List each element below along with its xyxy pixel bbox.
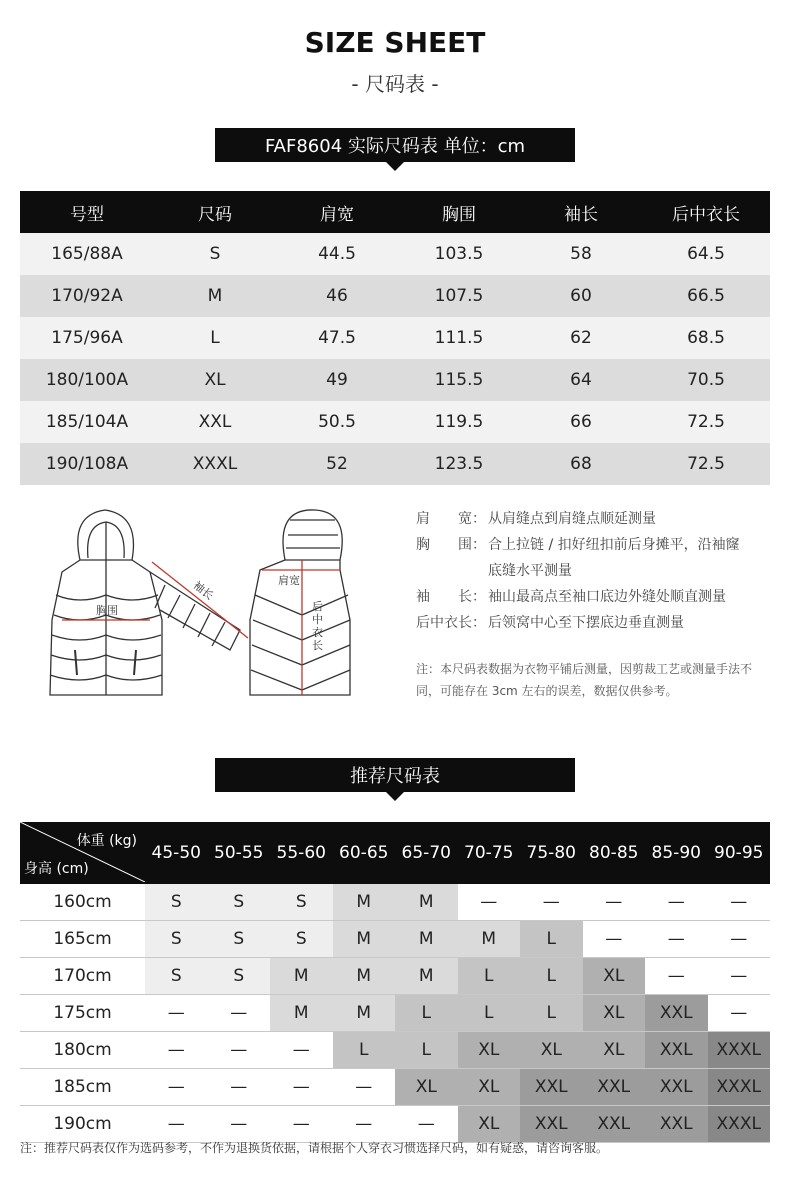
table-row <box>20 884 770 921</box>
recommend-table-header <box>20 822 770 884</box>
size-cell: M <box>395 958 458 995</box>
size-cell: — <box>583 921 646 958</box>
size-cell: XXL <box>645 1069 708 1106</box>
size-cell: L <box>520 995 583 1032</box>
size-cell: — <box>208 1106 271 1143</box>
table-row <box>20 359 770 401</box>
table-row <box>20 317 770 359</box>
back-measure-lines <box>262 560 340 695</box>
size-cell: — <box>583 884 646 921</box>
size-cell: — <box>458 884 521 921</box>
size-cell: XL <box>583 995 646 1032</box>
size-cell: — <box>270 1106 333 1143</box>
table-cell: 49 <box>276 359 398 401</box>
table-cell: 60 <box>520 275 642 317</box>
size-cell: S <box>145 884 208 921</box>
weight-header: 80-85 <box>583 822 646 884</box>
table-cell: 52 <box>276 443 398 485</box>
table-cell: M <box>154 275 276 317</box>
table-row <box>20 275 770 317</box>
table-row <box>20 958 770 995</box>
table-cell: 119.5 <box>398 401 520 443</box>
jacket-front-illustration <box>50 510 240 695</box>
size-cell: M <box>333 921 396 958</box>
weight-header: 55-60 <box>270 822 333 884</box>
label-back-length: 后中衣长 <box>312 600 323 652</box>
size-cell: S <box>145 921 208 958</box>
table-cell: 180/100A <box>20 359 154 401</box>
measure-text: 袖山最高点至袖口底边外缝处顺直测量 <box>488 589 726 605</box>
size-cell: — <box>145 1032 208 1069</box>
recommend-table-banner-text: 推荐尺码表 <box>350 766 440 787</box>
size-cell: L <box>458 995 521 1032</box>
size-cell: XXL <box>645 1032 708 1069</box>
size-cell: S <box>270 921 333 958</box>
weight-header: 70-75 <box>458 822 521 884</box>
size-cell: XXXL <box>708 1069 771 1106</box>
label-chest: 胸围 <box>96 604 118 617</box>
table-cell: 190/108A <box>20 443 154 485</box>
size-cell: XL <box>520 1032 583 1069</box>
table-cell: 68.5 <box>642 317 770 359</box>
col-header-length: 后中衣长 <box>642 191 770 233</box>
size-cell: M <box>333 995 396 1032</box>
size-cell: — <box>208 1032 271 1069</box>
table-cell: 170/92A <box>20 275 154 317</box>
size-cell: — <box>708 958 771 995</box>
table-cell: 107.5 <box>398 275 520 317</box>
height-cell: 160cm <box>20 884 145 921</box>
measure-text: 合上拉链 / 扣好纽扣前后身摊平，沿袖窿 <box>488 537 740 553</box>
size-cell: — <box>333 1069 396 1106</box>
weight-header: 85-90 <box>645 822 708 884</box>
weight-header: 45-50 <box>145 822 208 884</box>
height-label: 身高 (cm) <box>24 861 89 877</box>
measure-text: 底缝水平测量 <box>488 563 572 579</box>
size-cell: — <box>208 995 271 1032</box>
size-cell: — <box>645 884 708 921</box>
col-header-shoulder: 肩宽 <box>276 191 398 233</box>
measure-key: 后中衣长： <box>416 615 486 631</box>
size-table <box>20 191 770 485</box>
table-cell: 72.5 <box>642 401 770 443</box>
label-sleeve: 袖长 <box>190 578 216 603</box>
size-cell: M <box>395 884 458 921</box>
size-cell: L <box>520 958 583 995</box>
size-cell: XXL <box>645 1106 708 1143</box>
size-cell: S <box>208 958 271 995</box>
measure-line <box>416 506 740 532</box>
size-cell: XL <box>583 958 646 995</box>
table-row <box>20 233 770 275</box>
measure-line <box>416 532 740 558</box>
measure-line <box>416 584 740 610</box>
height-cell: 175cm <box>20 995 145 1032</box>
size-cell: XL <box>583 1032 646 1069</box>
col-header-sleeve: 袖长 <box>520 191 642 233</box>
table-cell: XL <box>154 359 276 401</box>
recommend-table-banner <box>215 758 575 792</box>
size-cell: M <box>270 958 333 995</box>
size-cell: XL <box>458 1106 521 1143</box>
col-header-size: 尺码 <box>154 191 276 233</box>
jacket-diagram <box>40 500 390 710</box>
jacket-back-illustration <box>250 510 350 695</box>
measure-text: 从肩缝点到肩缝点顺延测量 <box>488 511 656 527</box>
table-cell: XXXL <box>154 443 276 485</box>
size-cell: XXXL <box>708 1106 771 1143</box>
size-cell: — <box>208 1069 271 1106</box>
weight-header: 65-70 <box>395 822 458 884</box>
size-table-banner <box>215 128 575 162</box>
size-cell: — <box>708 884 771 921</box>
size-cell: — <box>708 995 771 1032</box>
table-cell: 66.5 <box>642 275 770 317</box>
size-cell: XXL <box>520 1069 583 1106</box>
size-cell: XL <box>395 1069 458 1106</box>
height-cell: 180cm <box>20 1032 145 1069</box>
size-table-banner-text: FAF8604 实际尺码表 单位：cm <box>264 136 526 157</box>
size-cell: — <box>145 1106 208 1143</box>
size-cell: XXL <box>583 1106 646 1143</box>
table-cell: 70.5 <box>642 359 770 401</box>
table-cell: 103.5 <box>398 233 520 275</box>
measure-line <box>416 610 740 636</box>
table-cell: 68 <box>520 443 642 485</box>
weight-header: 90-95 <box>708 822 771 884</box>
measure-text: 后领窝中心至下摆底边垂直测量 <box>488 615 684 631</box>
table-cell: 64.5 <box>642 233 770 275</box>
size-cell: — <box>520 884 583 921</box>
size-cell: S <box>208 921 271 958</box>
measure-note: 注：本尺码表数据为衣物平铺后测量，因剪裁工艺或测量手法不同，可能存在 3cm 左右的误差，数据仅供参考。 <box>416 662 753 698</box>
height-cell: 190cm <box>20 1106 145 1143</box>
table-cell: L <box>154 317 276 359</box>
table-row <box>20 401 770 443</box>
size-cell: L <box>395 995 458 1032</box>
size-cell: — <box>270 1069 333 1106</box>
weight-label: 体重 (kg) <box>76 833 137 849</box>
size-cell: M <box>458 921 521 958</box>
table-cell: 64 <box>520 359 642 401</box>
table-row <box>20 921 770 958</box>
table-row <box>20 1069 770 1106</box>
table-cell: 47.5 <box>276 317 398 359</box>
col-header-chest: 胸围 <box>398 191 520 233</box>
size-cell: — <box>270 1032 333 1069</box>
size-table-header <box>20 191 770 233</box>
table-cell: 185/104A <box>20 401 154 443</box>
measure-key: 胸 围： <box>416 537 486 553</box>
size-cell: XXL <box>583 1069 646 1106</box>
table-cell: 123.5 <box>398 443 520 485</box>
page-subtitle: - 尺码表 - <box>351 72 439 96</box>
recommend-table <box>20 822 770 1143</box>
size-cell: XL <box>458 1069 521 1106</box>
height-cell: 165cm <box>20 921 145 958</box>
measure-key: 肩 宽： <box>416 511 486 527</box>
measure-description <box>416 506 740 636</box>
size-cell: M <box>333 884 396 921</box>
size-cell: S <box>145 958 208 995</box>
height-cell: 170cm <box>20 958 145 995</box>
table-cell: 66 <box>520 401 642 443</box>
weight-header: 75-80 <box>520 822 583 884</box>
table-cell: 115.5 <box>398 359 520 401</box>
table-row <box>20 1032 770 1069</box>
col-header-model: 号型 <box>20 191 154 233</box>
size-cell: XXXL <box>708 1032 771 1069</box>
table-row <box>20 443 770 485</box>
measure-key: 袖 长： <box>416 589 486 605</box>
weight-header: 60-65 <box>333 822 396 884</box>
size-cell: L <box>333 1032 396 1069</box>
size-cell: M <box>395 921 458 958</box>
size-cell: M <box>333 958 396 995</box>
size-cell: M <box>270 995 333 1032</box>
size-cell: S <box>208 884 271 921</box>
weight-header: 50-55 <box>208 822 271 884</box>
size-cell: — <box>708 921 771 958</box>
table-cell: S <box>154 233 276 275</box>
measure-line <box>416 558 740 584</box>
label-shoulder: 肩宽 <box>278 574 300 587</box>
size-cell: — <box>645 958 708 995</box>
size-cell: S <box>270 884 333 921</box>
size-cell: L <box>395 1032 458 1069</box>
table-cell: 72.5 <box>642 443 770 485</box>
size-cell: — <box>333 1106 396 1143</box>
table-row <box>20 995 770 1032</box>
size-cell: — <box>645 921 708 958</box>
front-measure-lines <box>62 562 248 638</box>
size-cell: L <box>458 958 521 995</box>
table-cell: 62 <box>520 317 642 359</box>
size-cell: XL <box>458 1032 521 1069</box>
table-cell: 111.5 <box>398 317 520 359</box>
table-cell: XXL <box>154 401 276 443</box>
table-row <box>20 1106 770 1143</box>
table-cell: 175/96A <box>20 317 154 359</box>
table-cell: 58 <box>520 233 642 275</box>
table-cell: 44.5 <box>276 233 398 275</box>
table-cell: 46 <box>276 275 398 317</box>
table-cell: 50.5 <box>276 401 398 443</box>
size-cell: — <box>145 995 208 1032</box>
height-cell: 185cm <box>20 1069 145 1106</box>
table-cell: 165/88A <box>20 233 154 275</box>
size-cell: L <box>520 921 583 958</box>
recommend-note: 注：推荐尺码表仅作为选码参考，不作为退换货依据，请根据个人穿衣习惯选择尺码，如有疑惑，请咨询客服。 <box>20 1141 609 1155</box>
size-cell: — <box>395 1106 458 1143</box>
size-cell: XXL <box>645 995 708 1032</box>
corner-header <box>20 822 145 884</box>
page-title: SIZE SHEET <box>304 26 486 59</box>
size-cell: XXL <box>520 1106 583 1143</box>
size-cell: — <box>145 1069 208 1106</box>
